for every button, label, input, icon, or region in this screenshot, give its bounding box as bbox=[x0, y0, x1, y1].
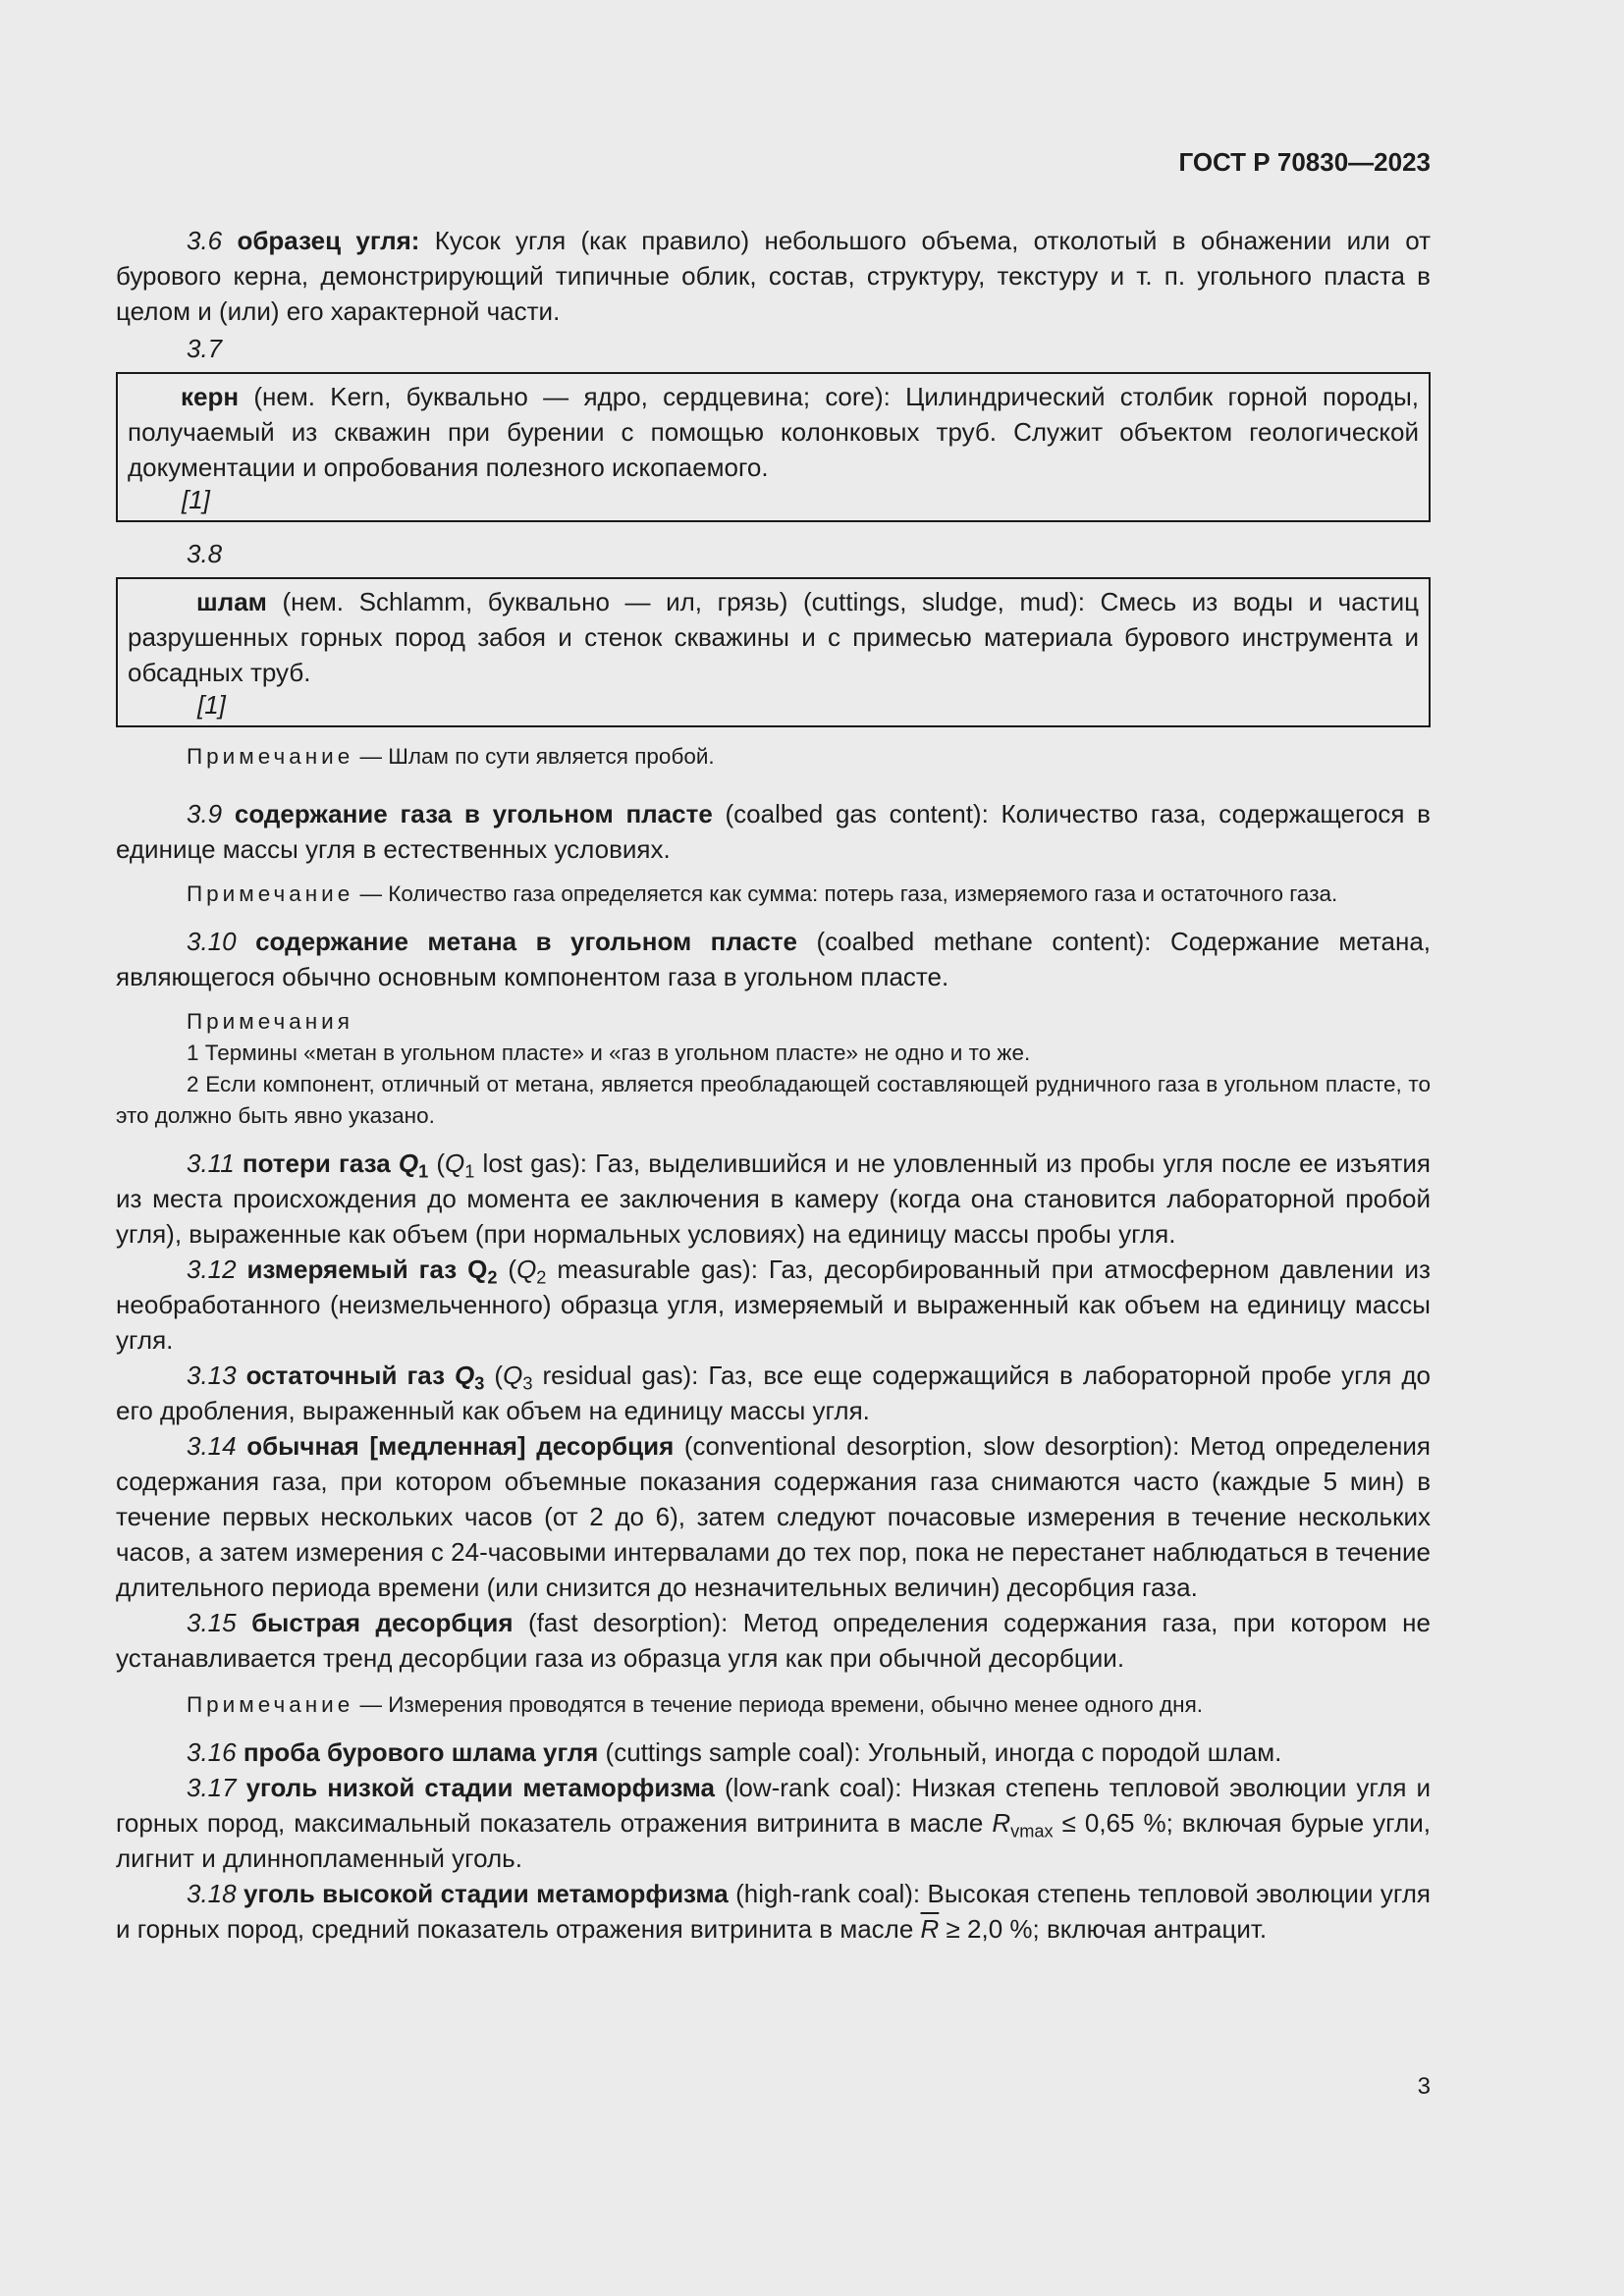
term-number: 3.10 bbox=[187, 927, 237, 956]
term-title: обычная [медленная] десорбция bbox=[246, 1431, 675, 1461]
page-content bbox=[116, 223, 1431, 1947]
term-title: уголь низкой стадии метаморфизма bbox=[245, 1773, 715, 1802]
term-number: 3.6 bbox=[187, 226, 223, 255]
term-source: [1] bbox=[197, 690, 226, 720]
term-title: быстрая десорбция bbox=[251, 1608, 514, 1637]
term-3-8-box bbox=[116, 577, 1431, 727]
term-3-8-number-line bbox=[116, 536, 1431, 571]
term-3-8-note bbox=[116, 741, 1431, 773]
term-3-14 bbox=[116, 1428, 1431, 1605]
term-3-10-notes-label: Примечания bbox=[187, 1009, 353, 1034]
term-3-13: 3.13 остаточный газ $Q_3$ ($Q_3$ residual gas): Газ, все еще содержащийся в лабораторной пробе угля до его дробления, выраженный как объем на единицу массы угля. bbox=[116, 1361, 1431, 1425]
note-text: — Количество газа определяется как сумма: потерь газа, измеряемого газа и остаточного газа. bbox=[353, 881, 1338, 906]
note-label: Примечание bbox=[187, 744, 354, 769]
term-title: проба бурового шлама угля bbox=[243, 1737, 599, 1767]
term-title: уголь высокой стадии метаморфизма bbox=[244, 1879, 729, 1908]
term-definition: Кусок угля (как правило) небольшого объема, отколотый в обнажении или от бурового керна, демонстрирующий типичные облик, состав, структуру, текстуру и т. п. угольного пласта в целом и (или) его характерной части. bbox=[116, 226, 1431, 326]
term-3-18: 3.18 уголь высокой стадии метаморфизма (high-rank coal): Высокая степень тепловой эволюции угля и горных пород, средний показатель отражения витринита в масле $\overline{R} \ge 2,0$ %; включая антрацит. bbox=[116, 1879, 1431, 1944]
page-number: 3 bbox=[1417, 2073, 1431, 2100]
term-definition: residual gas): Газ, все еще содержащийся в лабораторной пробе угля до его дробления, выраженный как объем на единицу массы угля. bbox=[116, 1361, 1431, 1425]
term-number: 3.12 bbox=[187, 1255, 237, 1284]
term-definition: (нем. Schlamm, буквально — ил, грязь) (cuttings, sludge, mud): Смесь из воды и частиц разрушенных горных пород забоя и стенок скважины и с примесью материала бурового инструмента и обсадных труб. bbox=[128, 587, 1419, 687]
term-number: 3.14 bbox=[187, 1431, 237, 1461]
note-text: — Шлам по сути является пробой. bbox=[353, 744, 715, 769]
term-number: 3.15 bbox=[187, 1608, 237, 1637]
term-3-16 bbox=[116, 1735, 1431, 1770]
term-definition: lost gas): Газ, выделившийся и не уловленный из пробы угля после ее изъятия из места происхождения до момента ее заключения в камеру (когда она становится лабораторной пробой угля), выраженные как объем (при нормальных условиях) на единицу массы пробы угля. bbox=[116, 1148, 1431, 1249]
term-title: содержание метана в угольном пласте bbox=[255, 927, 798, 956]
term-source: [1] bbox=[182, 485, 210, 514]
term-number: 3.17 bbox=[187, 1773, 237, 1802]
term-3-10-note-1: 1 Термины «метан в угольном пласте» и «газ в угольном пласте» не одно и то же. bbox=[187, 1041, 1031, 1065]
math-symbol: R bbox=[992, 1808, 1011, 1838]
term-3-7 bbox=[128, 379, 1419, 485]
term-3-9-note bbox=[116, 879, 1431, 910]
term-3-15-note bbox=[116, 1689, 1431, 1721]
term-number: 3.8 bbox=[187, 539, 223, 568]
term-number: 3.16 bbox=[187, 1737, 237, 1767]
term-3-9 bbox=[116, 796, 1431, 867]
term-number: 3.9 bbox=[187, 799, 223, 828]
term-3-6 bbox=[116, 223, 1431, 329]
term-title: остаточный газ $Q_3$ bbox=[245, 1361, 485, 1394]
term-3-17: 3.17 уголь низкой стадии метаморфизма (low-rank coal): Низкая степень тепловой эволюции угля и горных пород, максимальный показатель отражения витринита в масле $R_{vmax} \le 0,65$ %; включая бурые угли, лигнит и длиннопламенный уголь. bbox=[116, 1773, 1432, 1873]
term-definition: (conventional desorption, slow desorption): Метод определения содержания газа, при котором объемные показания содержания газа снимаются часто (каждые 5 мин) в течение первых нескольких часов (от 2 до 6), затем следуют почасовые измерения в течение нескольких часов, а затем измерения с 24-часовыми интервалами до тех пор, пока не перестанет наблюдаться в течение длительного периода времени (или снизится до незначительных величин) десорбция газа. bbox=[116, 1431, 1431, 1602]
term-definition: (coalbed methane content): Содержание метана, являющегося обычно основным компонентом газа в угольном пласте. bbox=[116, 927, 1432, 991]
term-title: шлам bbox=[196, 587, 267, 616]
term-definition: (нем. Kern, буквально — ядро, сердцевина; core): Цилиндрический столбик горной породы, получаемый из скважин при бурении с помощью колонковых труб. Служит объектом геологической документации и опробования полезного ископаемого. bbox=[128, 382, 1419, 482]
term-definition: (low-rank coal): Низкая степень тепловой эволюции угля и горных пород, максимальный показатель отражения витринита в масле bbox=[116, 1773, 1431, 1838]
term-title: потери газа $Q_1$ bbox=[242, 1148, 429, 1182]
term-number: 3.7 bbox=[187, 334, 223, 363]
term-3-15 bbox=[116, 1605, 1431, 1676]
math-symbol: $\overline{R}$ bbox=[920, 1914, 940, 1944]
term-title: содержание газа в угольном пласте bbox=[234, 799, 713, 828]
term-3-10 bbox=[116, 924, 1431, 994]
note-label: Примечание bbox=[187, 1692, 354, 1717]
term-definition: (coalbed gas content): Количество газа, содержащегося в единице массы угля в естественных условиях. bbox=[116, 799, 1431, 864]
note-text: — Измерения проводятся в течение периода времени, обычно менее одного дня. bbox=[353, 1692, 1204, 1717]
term-title: образец угля: bbox=[237, 226, 420, 255]
term-title: керн bbox=[181, 382, 240, 411]
term-3-11: 3.11 потери газа $Q_1$ ($Q_1$ lost gas): Газ, выделившийся и не уловленный из пробы угля после ее изъятия из места происхождения до момента ее заключения в камеру (когда она становится лабораторной пробой угля), выраженные как объем (при нормальных условиях) на единицу массы пробы угля. bbox=[116, 1148, 1431, 1249]
standard-designation: ГОСТ Р 70830—2023 bbox=[1178, 147, 1431, 177]
term-3-12: 3.12 измеряемый газ $Q_2$ ($Q_2$ measurable gas): Газ, десорбированный при атмосферном давлении из необработанного (неизмельченного) образца угля, измеряемый и выраженный как объем на единицу массы угля. bbox=[116, 1255, 1431, 1355]
term-definition: (fast desorption): Метод определения содержания газа, при котором не устанавливается тренд десорбции газа из образца угля как при обычной десорбции. bbox=[116, 1608, 1431, 1673]
term-3-10-note-2: 2 Если компонент, отличный от метана, является преобладающей составляющей рудничного газа в угольном пласте, то это должно быть явно указано. bbox=[116, 1072, 1431, 1128]
term-number: 3.13 bbox=[187, 1361, 237, 1390]
term-3-8 bbox=[128, 584, 1419, 690]
term-3-7-box bbox=[116, 372, 1431, 522]
term-number: 3.11 bbox=[187, 1148, 235, 1178]
term-definition: measurable gas): Газ, десорбированный при атмосферном давлении из необработанного (неизмельченного) образца угля, измеряемый и выраженный как объем на единицу массы угля. bbox=[116, 1255, 1431, 1355]
note-label: Примечание bbox=[187, 881, 354, 906]
term-definition: (cuttings sample coal): Угольный, иногда с породой шлам. bbox=[598, 1737, 1282, 1767]
term-title: измеряемый газ $Q_2$ bbox=[246, 1255, 498, 1288]
term-number: 3.18 bbox=[187, 1879, 237, 1908]
term-3-7-number-line bbox=[116, 331, 1431, 366]
term-definition: (high-rank coal): Высокая степень тепловой эволюции угля и горных пород, средний показатель отражения витринита в масле bbox=[116, 1879, 1431, 1944]
